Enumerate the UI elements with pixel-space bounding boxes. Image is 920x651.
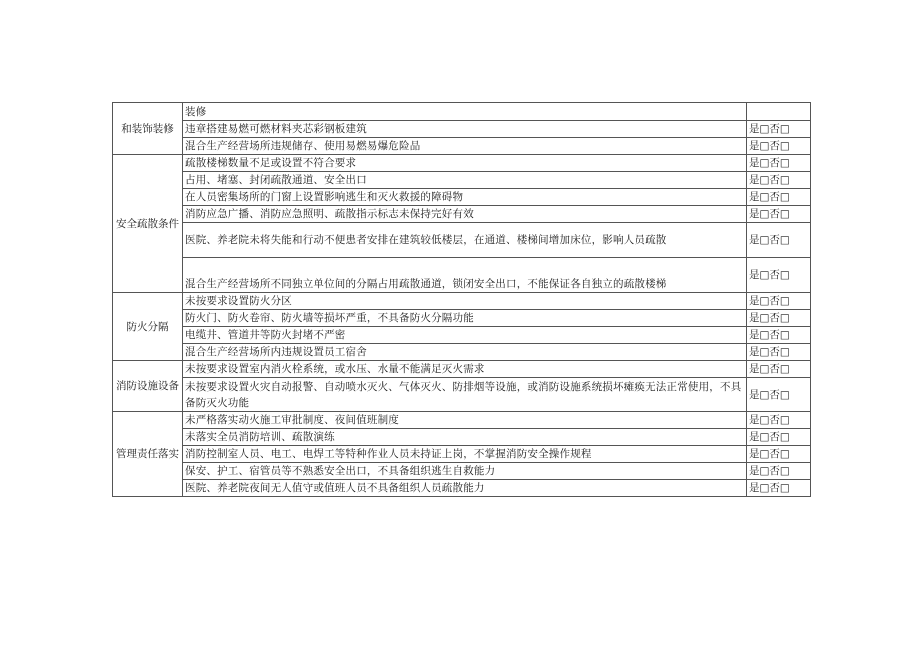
item-cell: 医院、养老院未将失能和行动不便患者安排在建筑较低楼层，在通道、楼梯间增加床位，影响人员疏散 (183, 223, 747, 258)
yes-no-checkbox[interactable]: 是□否□ (747, 378, 811, 412)
item-cell: 医院、养老院夜间无人值守或值班人员不具备组织人员疏散能力 (183, 480, 747, 497)
category-cell: 和装饰装修 (113, 103, 183, 155)
item-cell: 未严格落实动火施工审批制度、夜间值班制度 (183, 412, 747, 429)
yes-no-checkbox[interactable]: 是□否□ (747, 429, 811, 446)
table-row (113, 103, 811, 121)
table-row (113, 344, 811, 361)
item-cell: 疏散楼梯数量不足或设置不符合要求 (183, 155, 747, 172)
yes-no-checkbox[interactable]: 是□否□ (747, 172, 811, 189)
table-row (113, 258, 811, 293)
item-cell: 消防应急广播、消防应急照明、疏散指示标志未保持完好有效 (183, 206, 747, 223)
item-cell: 未落实全员消防培训、疏散演练 (183, 429, 747, 446)
yes-no-checkbox[interactable]: 是□否□ (747, 293, 811, 310)
yes-no-checkbox[interactable]: 是□否□ (747, 463, 811, 480)
item-cell: 保安、护工、宿管员等不熟悉安全出口，不具备组织逃生自救能力 (183, 463, 747, 480)
item-cell: 电缆井、管道井等防火封堵不严密 (183, 327, 747, 344)
item-cell: 装修 (183, 103, 747, 121)
item-cell: 混合生产经营场所内违规设置员工宿舍 (183, 344, 747, 361)
table-row (113, 189, 811, 206)
category-cell: 管理责任落实 (113, 412, 183, 497)
item-cell: 防火门、防火卷帘、防火墙等损坏严重，不具备防火分隔功能 (183, 310, 747, 327)
yes-no-checkbox[interactable]: 是□否□ (747, 344, 811, 361)
yes-no-checkbox[interactable]: 是□否□ (747, 223, 811, 258)
item-cell: 未按要求设置防火分区 (183, 293, 747, 310)
table-row (113, 446, 811, 463)
item-cell: 未按要求设置火灾自动报警、自动喷水灭火、气体灭火、防排烟等设施，或消防设施系统损坏瘫痪无法正常使用，不具备防灭火功能 (183, 378, 747, 412)
category-cell: 安全疏散条件 (113, 155, 183, 293)
yes-no-checkbox[interactable]: 是□否□ (747, 258, 811, 293)
yes-no-checkbox[interactable]: 是□否□ (747, 327, 811, 344)
table-row (113, 206, 811, 223)
yes-no-checkbox[interactable]: 是□否□ (747, 446, 811, 463)
category-cell: 防火分隔 (113, 293, 183, 361)
table-row (113, 293, 811, 310)
yes-no-checkbox[interactable]: 是□否□ (747, 138, 811, 155)
item-cell: 在人员密集场所的门窗上设置影响逃生和灭火救援的障碍物 (183, 189, 747, 206)
yes-no-checkbox[interactable]: 是□否□ (747, 189, 811, 206)
table-row (113, 138, 811, 155)
table-row (113, 172, 811, 189)
option-cell-empty (747, 103, 811, 121)
table-row (113, 327, 811, 344)
item-cell: 混合生产经营场所违规储存、使用易燃易爆危险品 (183, 138, 747, 155)
table-row (113, 121, 811, 138)
table-row (113, 429, 811, 446)
table-row (113, 223, 811, 258)
item-cell: 消防控制室人员、电工、电焊工等特种作业人员未持证上岗，不掌握消防安全操作规程 (183, 446, 747, 463)
item-cell: 混合生产经营场所不同独立单位间的分隔占用疏散通道，锁闭安全出口，不能保证各自独立的疏散楼梯 (183, 258, 747, 293)
yes-no-checkbox[interactable]: 是□否□ (747, 155, 811, 172)
table-row (113, 310, 811, 327)
table-row (113, 378, 811, 412)
item-cell: 违章搭建易燃可燃材料夹芯彩钢板建筑 (183, 121, 747, 138)
yes-no-checkbox[interactable]: 是□否□ (747, 361, 811, 378)
item-cell: 占用、堵塞、封闭疏散通道、安全出口 (183, 172, 747, 189)
category-cell: 消防设施设备 (113, 361, 183, 412)
yes-no-checkbox[interactable]: 是□否□ (747, 480, 811, 497)
table-row (113, 155, 811, 172)
yes-no-checkbox[interactable]: 是□否□ (747, 412, 811, 429)
table-row (113, 412, 811, 429)
fire-safety-checklist-table (112, 102, 811, 497)
item-cell: 未按要求设置室内消火栓系统，或水压、水量不能满足灭火需求 (183, 361, 747, 378)
yes-no-checkbox[interactable]: 是□否□ (747, 310, 811, 327)
table-row (113, 463, 811, 480)
yes-no-checkbox[interactable]: 是□否□ (747, 206, 811, 223)
yes-no-checkbox[interactable]: 是□否□ (747, 121, 811, 138)
table-row (113, 361, 811, 378)
table-row (113, 480, 811, 497)
